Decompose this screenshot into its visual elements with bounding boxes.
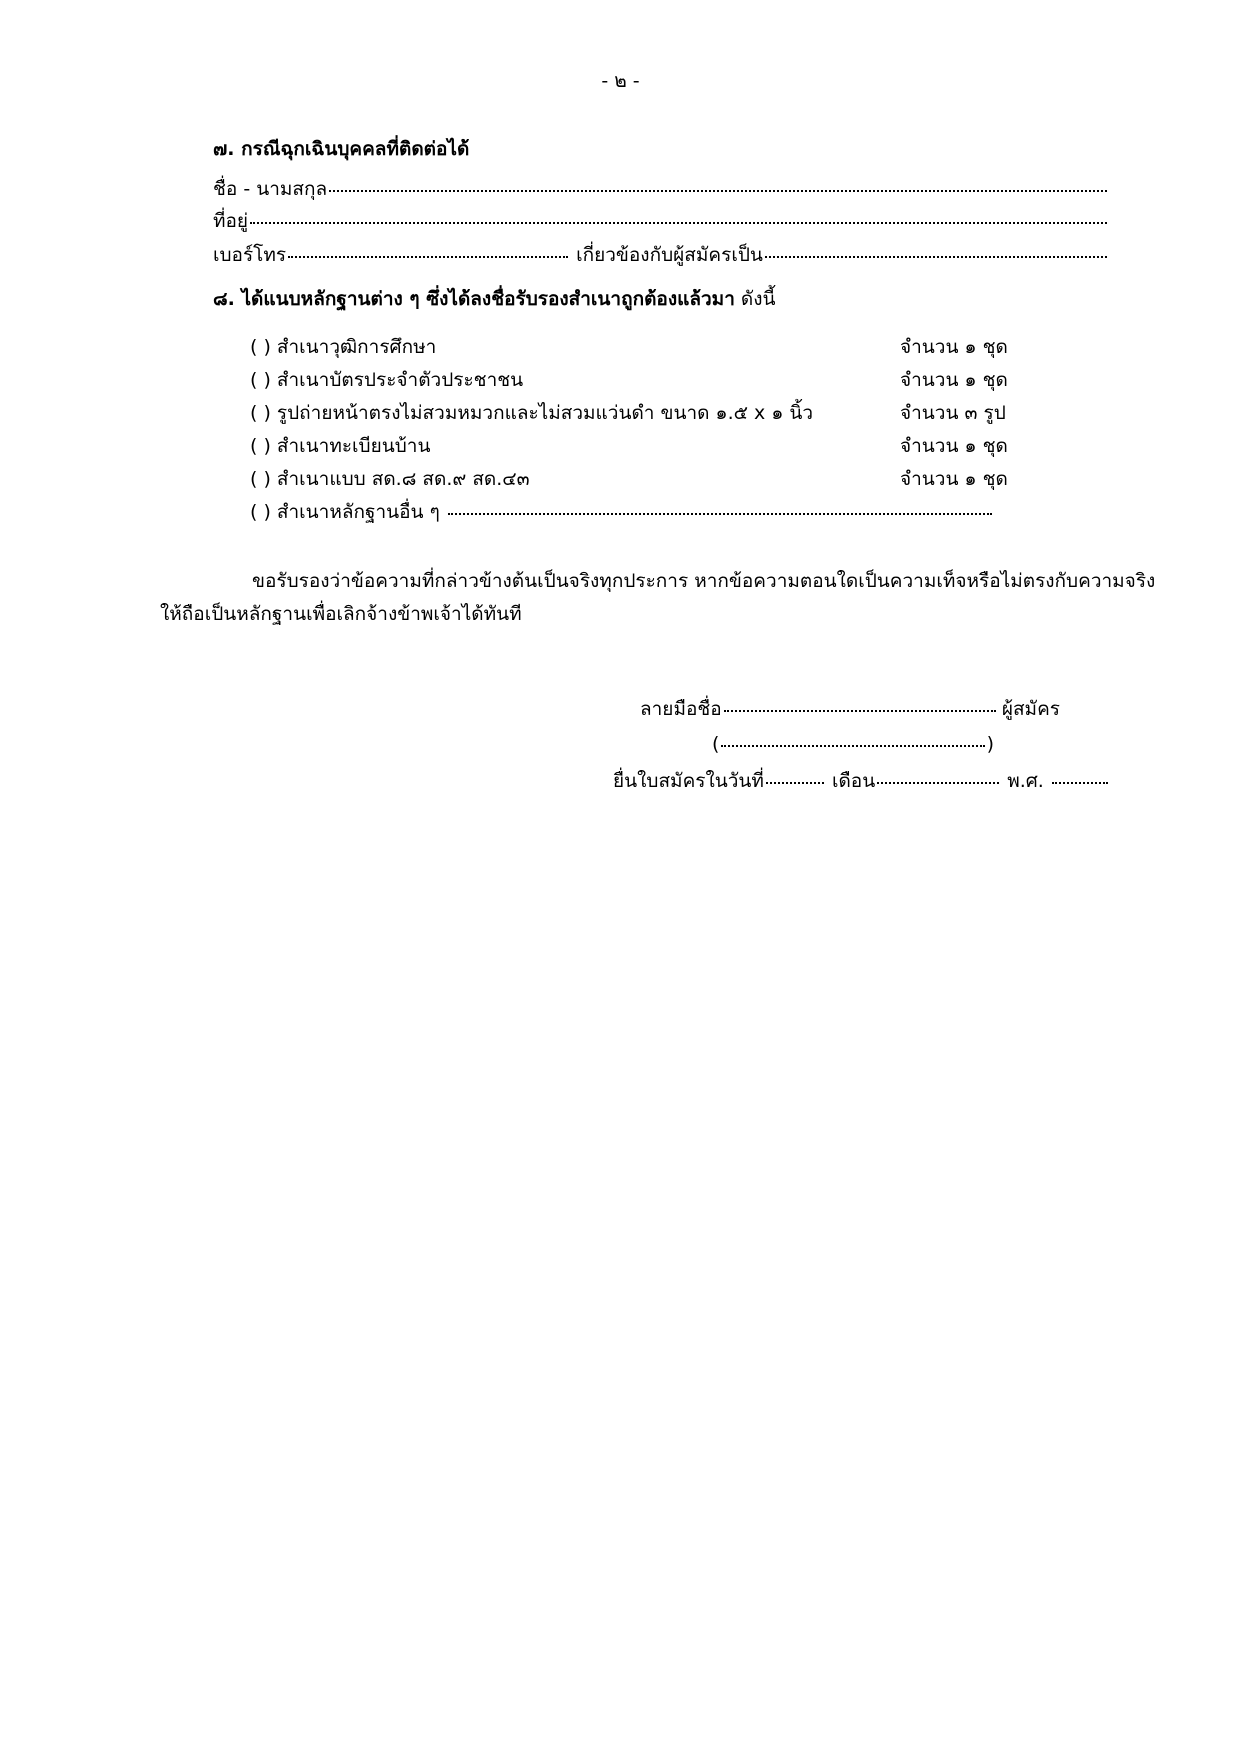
printed-name-row[interactable] xyxy=(712,735,994,754)
attachment-label: ( ) สำเนาวุฒิการศึกษา xyxy=(250,336,437,358)
attachment-item[interactable] xyxy=(250,468,1008,492)
attachment-other-label: ( ) สำเนาหลักฐานอื่น ๆ xyxy=(250,501,440,523)
attachment-qty: จำนวน ๑ ชุด xyxy=(900,468,1008,490)
address-label: ที่อยู่ xyxy=(213,210,249,232)
section7-heading: ๗. กรณีฉุกเฉินบุคคลที่ติดต่อได้ xyxy=(213,138,470,160)
attachment-item[interactable] xyxy=(250,336,1008,360)
page-number: - ๒ - xyxy=(601,70,640,92)
attachment-other-dotted-line xyxy=(448,513,992,515)
relation-dotted-line[interactable] xyxy=(765,256,1107,258)
attachment-qty: จำนวน ๓ รูป xyxy=(900,402,1006,424)
phone-dotted-line[interactable] xyxy=(288,256,568,258)
emergency-name-field[interactable] xyxy=(213,180,1109,199)
attachment-qty: จำนวน ๑ ชุด xyxy=(900,336,1008,358)
certification-line-1: ขอรับรองว่าข้อความที่กล่าวข้างต้นเป็นจริงทุกประการ หากข้อความตอนใดเป็นความเท็จหรือไม่ตรงกับความจริง xyxy=(252,570,1156,592)
attachment-label: ( ) สำเนาบัตรประจำตัวประชาชน xyxy=(250,369,524,391)
attachment-label: ( ) สำเนาทะเบียนบ้าน xyxy=(250,435,431,457)
signature-label: ลายมือชื่อ xyxy=(640,698,722,720)
attachment-item[interactable] xyxy=(250,435,1008,459)
name-label: ชื่อ - นามสกุล xyxy=(213,178,328,200)
paren-close: ) xyxy=(986,733,994,755)
attachment-label: ( ) สำเนาแบบ สด.๘ สด.๙ สด.๔๓ xyxy=(250,468,530,490)
submission-date-row xyxy=(613,772,1110,791)
applicant-label: ผู้สมัคร xyxy=(1001,698,1060,720)
submit-month-dotted-line[interactable] xyxy=(877,782,999,784)
section8-heading xyxy=(213,290,776,309)
certification-line-2: ให้ถือเป็นหลักฐานเพื่อเลิกจ้างข้าพเจ้าได้ทันที xyxy=(160,603,522,625)
paren-open: ( xyxy=(712,733,720,755)
section8-heading-text: ๘. ได้แนบหลักฐานต่าง ๆ ซึ่งได้ลงชื่อรับรองสำเนาถูกต้องแล้วมา xyxy=(213,288,735,310)
submit-year-dotted-line[interactable] xyxy=(1052,782,1108,784)
signature-dotted-line[interactable] xyxy=(724,710,996,712)
year-label: พ.ศ. xyxy=(1007,770,1044,792)
phone-label: เบอร์โทร xyxy=(213,244,287,266)
month-label: เดือน xyxy=(831,770,876,792)
attachment-item[interactable] xyxy=(250,369,1008,393)
address-dotted-line xyxy=(250,222,1107,224)
submit-date-label: ยื่นใบสมัครในวันที่ xyxy=(613,770,764,792)
printed-name-dotted-line xyxy=(721,745,984,747)
attachment-label: ( ) รูปถ่ายหน้าตรงไม่สวมหมวกและไม่สวมแว่นดำ ขนาด ๑.๕ x ๑ นิ้ว xyxy=(250,402,814,424)
name-dotted-line xyxy=(329,190,1107,192)
section8-heading-suffix: ดังนี้ xyxy=(740,288,776,310)
attachment-item[interactable] xyxy=(250,402,1006,426)
emergency-address-field[interactable] xyxy=(213,212,1109,231)
attachment-qty: จำนวน ๑ ชุด xyxy=(900,435,1008,457)
emergency-phone-relation-row xyxy=(213,246,1109,265)
attachment-other-field[interactable] xyxy=(250,503,994,522)
relation-label: เกี่ยวข้องกับผู้สมัครเป็น xyxy=(576,244,763,266)
signature-row xyxy=(640,700,1060,719)
attachment-qty: จำนวน ๑ ชุด xyxy=(900,369,1008,391)
submit-day-dotted-line[interactable] xyxy=(766,782,824,784)
certification-paragraph xyxy=(160,565,1156,631)
